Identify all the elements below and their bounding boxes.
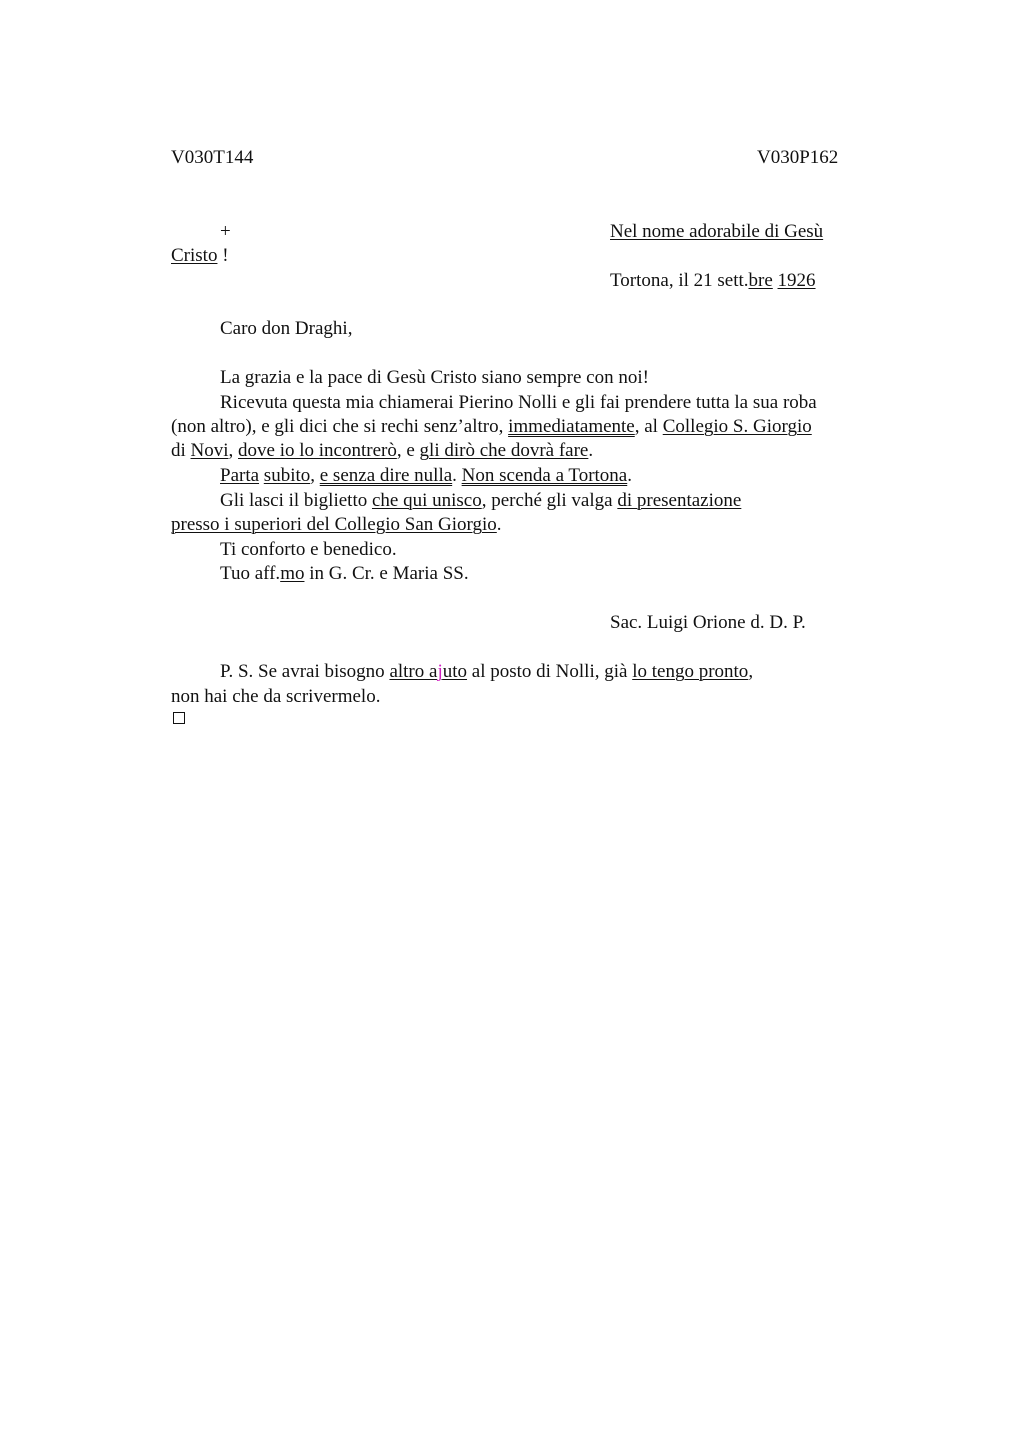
emphasis-subito: subito	[263, 465, 311, 486]
text-segment: ,	[748, 661, 754, 682]
text-segment: in G. Cr. e Maria SS.	[304, 563, 469, 584]
emphasis-immediatamente: immediatamente	[508, 416, 635, 437]
text-segment: Tuo aff.	[220, 563, 281, 584]
left-code: V030T144	[171, 147, 254, 168]
text-segment: al posto di Nolli, già	[467, 661, 633, 682]
text-segment: .	[452, 465, 462, 486]
text-segment: ,	[310, 465, 320, 486]
closing-line	[220, 562, 469, 586]
salutation: Caro don Draghi,	[220, 318, 353, 339]
emphasis-superiori: presso i superiori del Collegio San Giorgio	[171, 514, 497, 535]
text-segment: , perché gli valga	[481, 490, 618, 511]
postscript-line-2: non hai che da scrivermelo.	[171, 686, 381, 707]
dateline	[610, 269, 816, 293]
end-marker-box-icon	[173, 712, 185, 724]
right-code: V030P162	[757, 147, 839, 168]
paragraph-3	[220, 464, 632, 488]
invocation-part-1: Nel nome adorabile di Gesù	[610, 221, 824, 242]
text-segment: uto	[442, 661, 468, 682]
text-segment: di	[171, 440, 191, 461]
text-segment: .	[588, 440, 594, 461]
emphasis-non-scenda: Non scenda a Tortona	[461, 465, 628, 486]
text-segment: , e	[396, 440, 420, 461]
text-segment: Gli lasci il biglietto	[220, 490, 372, 511]
invocation-line-2	[171, 244, 229, 268]
dateline-prefix: Tortona, il 21 sett.	[610, 270, 749, 291]
dateline-suffix: bre	[748, 270, 773, 291]
invocation-part-2-tail: !	[217, 245, 229, 266]
emphasis-incontrero: dove io lo incontrerò	[238, 440, 397, 461]
emphasis-che-qui-unisco: che qui unisco	[371, 490, 482, 511]
emphasis-parta: Parta	[220, 465, 260, 486]
text-segment: , al	[634, 416, 663, 437]
highlighted-letter: j	[437, 661, 443, 682]
text-segment: P. S. Se avrai bisogno	[220, 661, 390, 682]
cross-symbol: +	[220, 221, 231, 242]
text-segment: ,	[228, 440, 239, 461]
invocation-part-2: Cristo	[171, 245, 218, 266]
emphasis-senza-dire-nulla: e senza dire nulla	[319, 465, 453, 486]
paragraph-2-line-2	[171, 415, 812, 439]
text-segment: .	[627, 465, 632, 486]
emphasis-collegio: Collegio S. Giorgio	[662, 416, 812, 437]
signature: Sac. Luigi Orione d. D. P.	[610, 612, 806, 633]
emphasis-mo: mo	[280, 563, 305, 584]
paragraph-2-line-3	[171, 439, 593, 463]
emphasis-presentazione: di presentazione	[617, 490, 742, 511]
paragraph-4-line-2	[171, 513, 502, 537]
greeting: La grazia e la pace di Gesù Cristo siano sempre con noi!	[220, 367, 649, 388]
emphasis-tengo-pronto: lo tengo pronto	[632, 661, 749, 682]
text-segment: altro a	[389, 661, 438, 682]
paragraph-5: Ti conforto e benedico.	[220, 539, 397, 560]
emphasis-fare: gli dirò che dovrà fare	[419, 440, 589, 461]
text-segment: (non altro), e gli dici che si rechi senz’altro,	[171, 416, 509, 437]
paragraph-2-line-1: Ricevuta questa mia chiamerai Pierino Nolli e gli fai prendere tutta la sua roba	[220, 392, 817, 413]
postscript-line-1	[220, 660, 753, 684]
text-segment: .	[496, 514, 502, 535]
emphasis-novi: Novi	[190, 440, 229, 461]
dateline-year: 1926	[777, 270, 816, 291]
paragraph-4-line-1	[220, 489, 741, 513]
emphasis-altro-ajuto	[389, 661, 467, 682]
invocation-line-1	[610, 220, 823, 244]
